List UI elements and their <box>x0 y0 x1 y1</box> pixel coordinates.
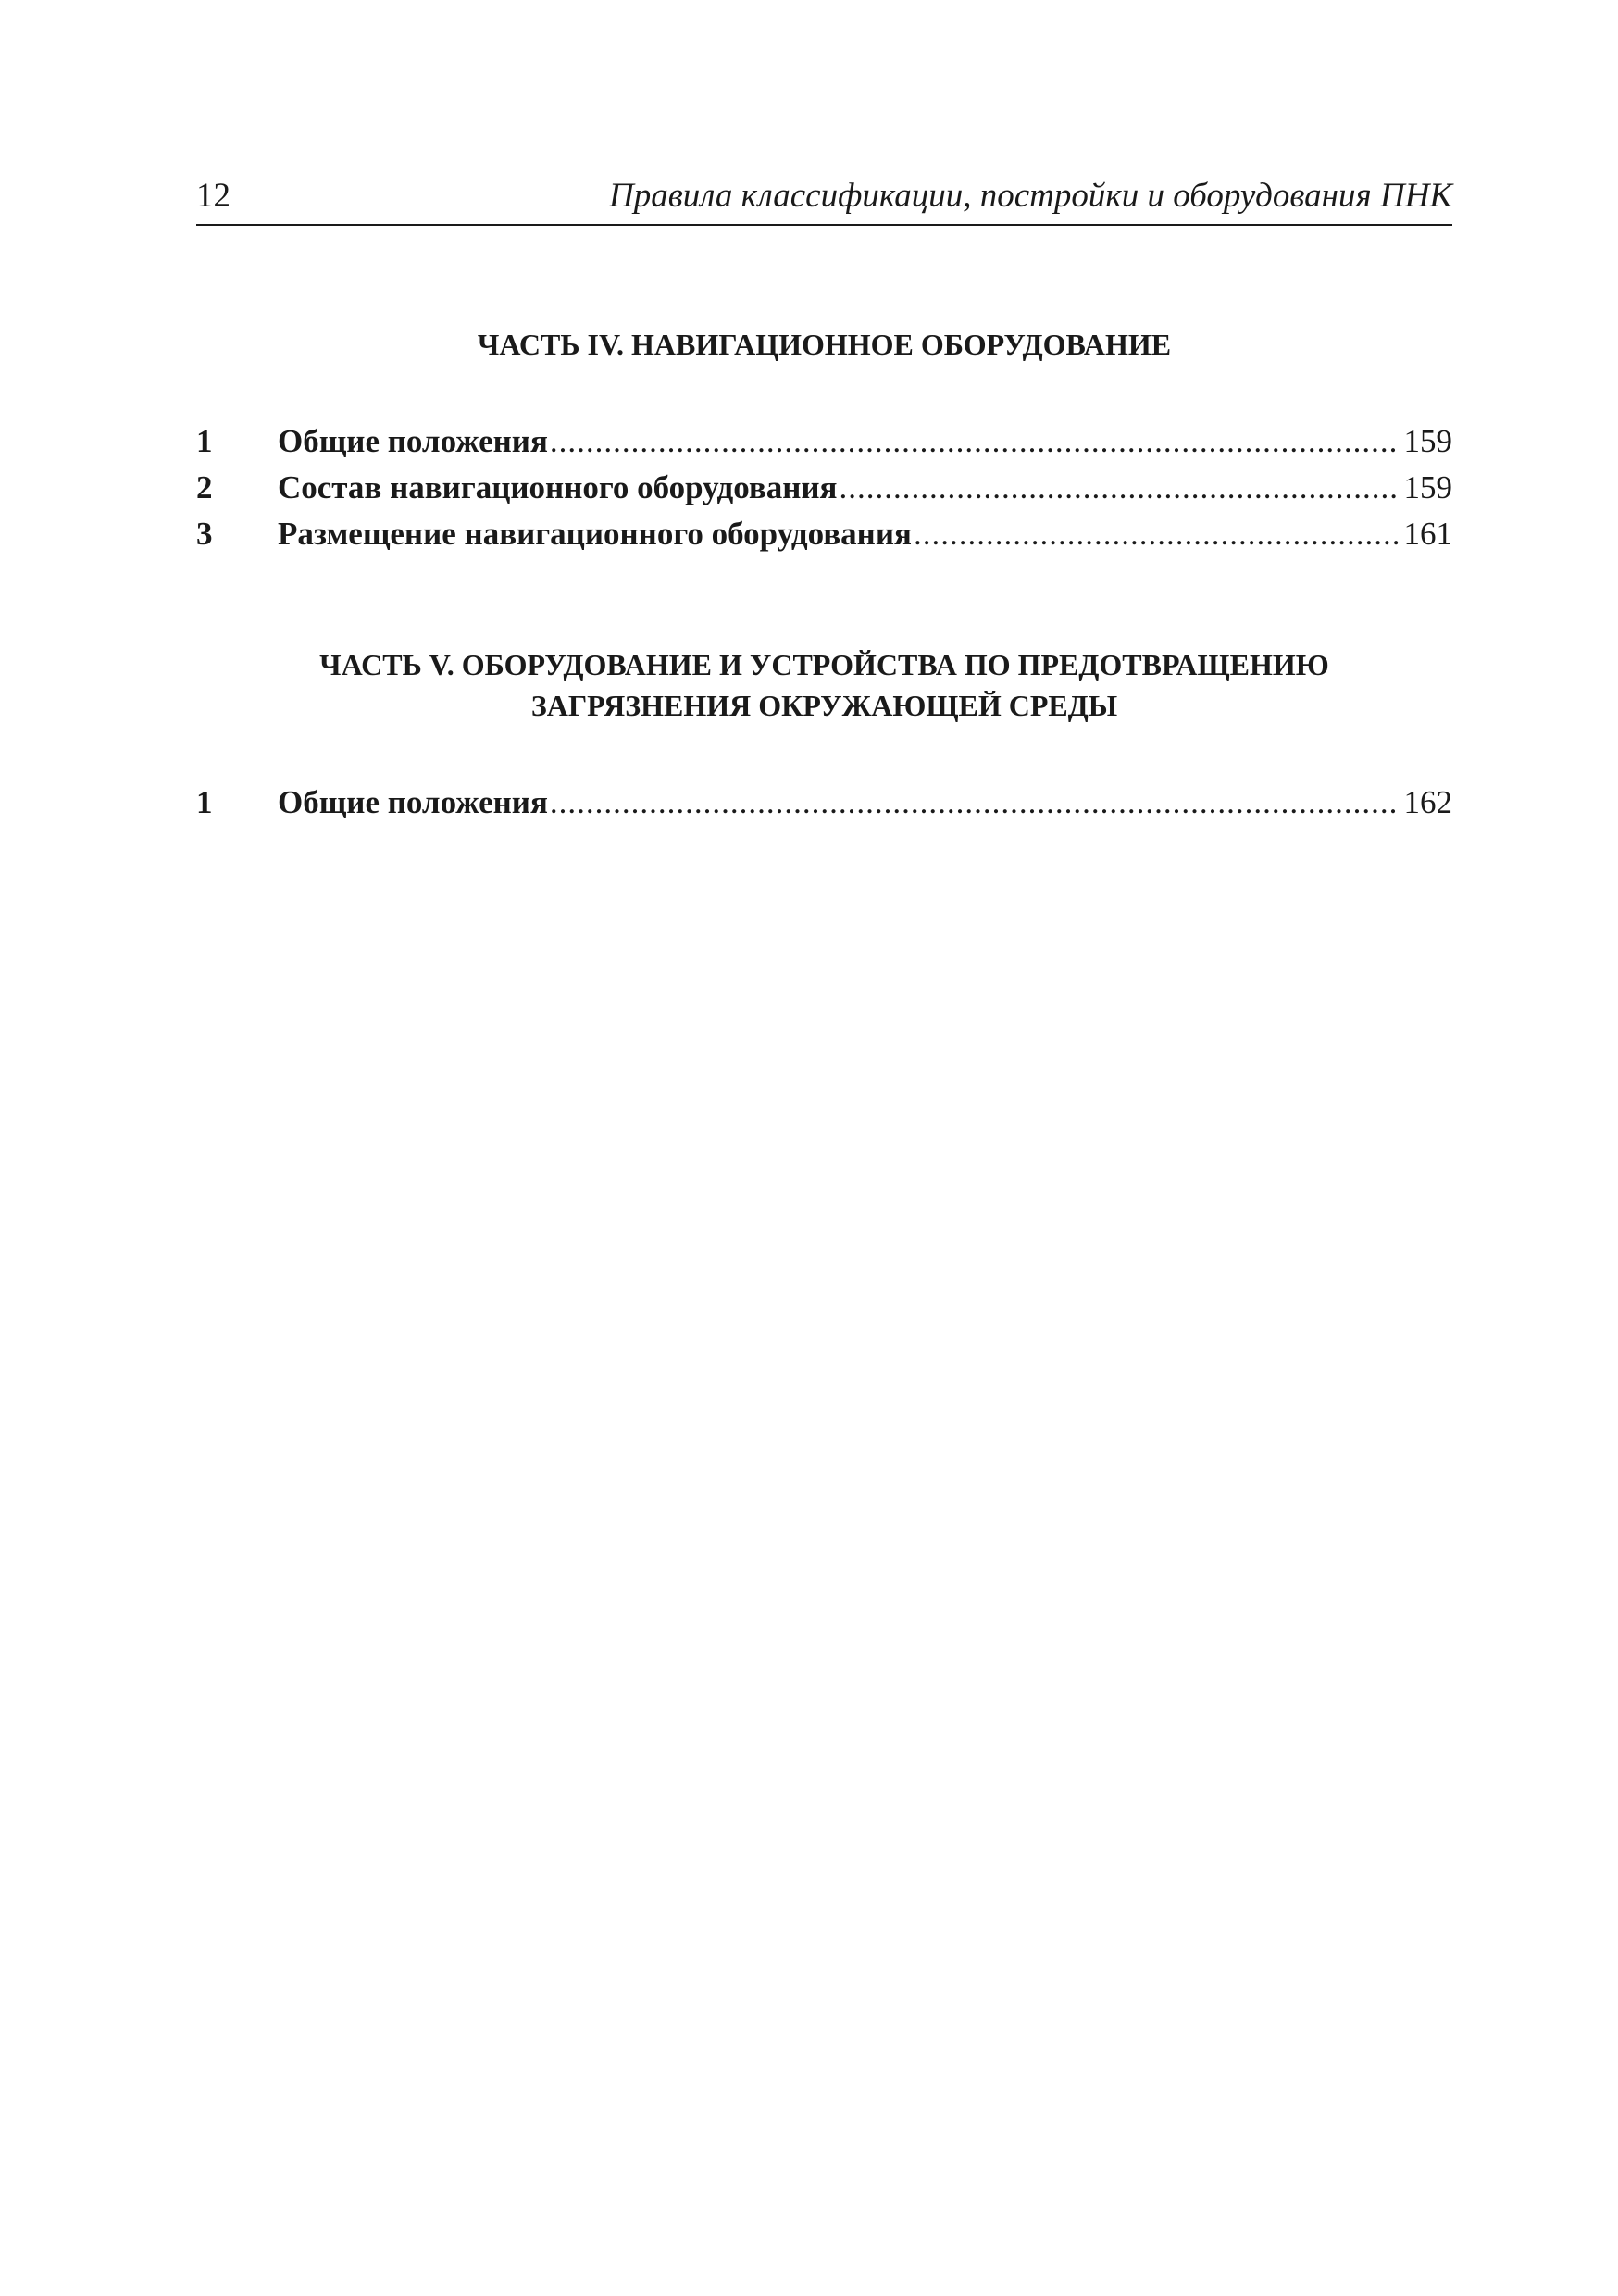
toc-entry-label[interactable]: Общие положения <box>278 784 548 820</box>
dot-leader <box>550 780 1400 826</box>
toc-entry-number: 1 <box>196 423 213 459</box>
toc-entry-page[interactable]: 159 <box>1403 423 1452 459</box>
dot-leader <box>840 465 1400 511</box>
toc-entry-label[interactable]: Общие положения <box>278 423 548 459</box>
toc-entry-number: 3 <box>196 516 213 552</box>
dot-leader <box>550 418 1400 465</box>
toc-entry-label[interactable]: Состав навигационного оборудования <box>278 469 838 505</box>
page-number: 12 <box>196 177 230 215</box>
toc-entry-page[interactable]: 159 <box>1403 469 1452 505</box>
dot-leader <box>914 511 1400 557</box>
part-5-toc <box>196 780 1452 826</box>
toc-entry-label[interactable]: Размещение навигационного оборудования <box>278 516 912 552</box>
toc-entry-page[interactable]: 162 <box>1403 784 1452 820</box>
part-5-title-line-2: ЗАГРЯЗНЕНИЯ ОКРУЖАЮЩЕЙ СРЕДЫ <box>530 689 1118 722</box>
toc-entry[interactable] <box>196 418 1452 465</box>
part-4-toc <box>196 418 1452 557</box>
toc-entry-number: 1 <box>196 784 213 820</box>
toc-entry-page[interactable]: 161 <box>1403 516 1452 552</box>
page-header <box>196 176 1452 226</box>
toc-entry[interactable] <box>196 780 1452 826</box>
running-title: Правила классификации, постройки и оборудования ПНК <box>609 177 1452 215</box>
part-4-title: ЧАСТЬ IV. НАВИГАЦИОННОЕ ОБОРУДОВАНИЕ <box>477 328 1172 361</box>
toc-entry[interactable] <box>196 511 1452 557</box>
toc-entry[interactable] <box>196 465 1452 511</box>
toc-entry-number: 2 <box>196 469 213 505</box>
part-5-title-line-1: ЧАСТЬ V. ОБОРУДОВАНИЕ И УСТРОЙСТВА ПО ПРЕДОТВРАЩЕНИЮ <box>319 648 1329 681</box>
